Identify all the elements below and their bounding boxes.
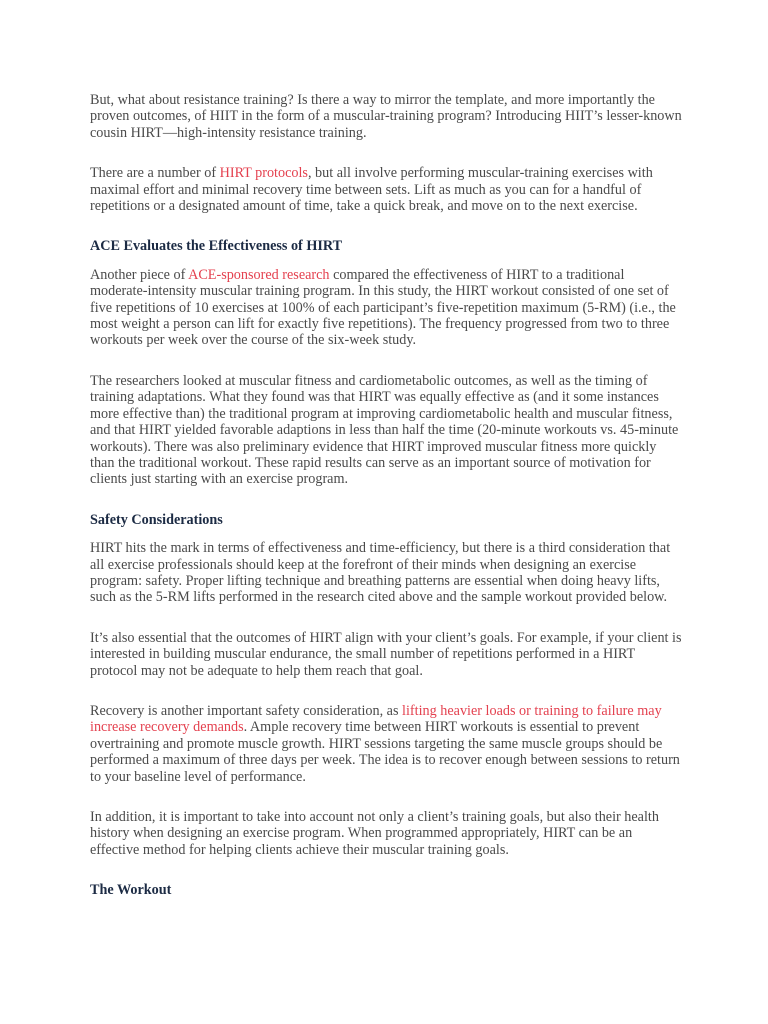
paragraph-safety: HIRT hits the mark in terms of effectiveness and time-efficiency, but there is a third consideration that all exercise professionals should keep at the forefront of their minds when designing an exercise program: safety. Proper lifting technique and breathing patterns are essential when doing heavy lifts, such as the 5-RM lifts performed in the research cited above and the sample workout provided below. — [90, 540, 671, 606]
text-segment: Recovery is another important safety consideration, as — [90, 702, 403, 719]
paragraph-health-history: In addition, it is important to take into account not only a client’s training goals, but also their health history when designing an exercise program. When programmed appropriately, HIRT can be an effective method for helping clients achieve their muscular training goals. — [90, 809, 659, 858]
text-segment: , but all involve performing muscular-training exercises with maximal effort and minimal recovery time between sets. Lift as much as you can for a handful of repetitions or a designated amount of time, take a quick break, and move on to the next exercise. — [90, 165, 653, 215]
article-body — [90, 92, 682, 899]
text-segment: . Ample recovery time between HIRT workouts is essential to prevent overtraining and promote muscle growth. HIRT sessions targeting the same muscle groups should be performed a maximum of three days per week. The idea is to recover enough between sessions to return to your baseline level of performance. — [90, 719, 680, 785]
paragraph-ace-research — [90, 267, 682, 349]
text-segment: There are a number of — [90, 165, 220, 182]
text-segment: compared the effectiveness of HIRT to a traditional moderate-intensity muscular training program. In this study, the HIRT workout consisted of one set of five repetitions of 10 exercises at 100% of each participant’s five-repetition maximum (5-RM) (i.e., the most weight a person can lift for exactly five repetitions). The frequency progressed from two to three workouts per week over the course of the six-week study. — [90, 266, 676, 349]
paragraph-client-goals: It’s also essential that the outcomes of HIRT align with your client’s goals. For example, if your client is interested in building muscular endurance, the small number of repetitions performed in a HIRT protocol may not be adequate to help them reach that goal. — [90, 629, 682, 679]
paragraph-researchers: The researchers looked at muscular fitness and cardiometabolic outcomes, as well as the timing of training adaptations. What they found was that HIRT was equally effective as (and it some instances more effective than) the traditional program at improving cardiometabolic health and muscular fitness, and that HIRT yielded favorable adaptions in less than half the time (20-minute workouts vs. 45-minute workouts). There was also preliminary evidence that HIRT improved muscular fitness more quickly than the traditional workout. These rapid results can serve as an important source of motivation for clients just starting with an exercise program. — [90, 372, 679, 488]
heading-ace-evaluates: ACE Evaluates the Effectiveness of HIRT — [90, 238, 343, 255]
paragraph-recovery — [90, 703, 682, 785]
paragraph-intro: But, what about resistance training? Is there a way to mirror the template, and more importantly the proven outcomes, of HIIT in the form of a muscular-training program? Introducing HIIT’s lesser-known cousin HIRT—high-intensity resistance training. — [90, 92, 682, 141]
text-segment: Another piece of — [90, 266, 189, 283]
link-ace-sponsored-research[interactable]: ACE-sponsored research — [188, 266, 330, 283]
paragraph-hirt-protocols — [90, 165, 682, 214]
heading-the-workout: The Workout — [90, 882, 172, 899]
link-hirt-protocols[interactable]: HIRT protocols — [219, 165, 308, 182]
link-recovery-demands[interactable]: lifting heavier loads or training to failure may increase recovery demands — [90, 702, 662, 736]
heading-safety-considerations: Safety Considerations — [90, 511, 223, 528]
